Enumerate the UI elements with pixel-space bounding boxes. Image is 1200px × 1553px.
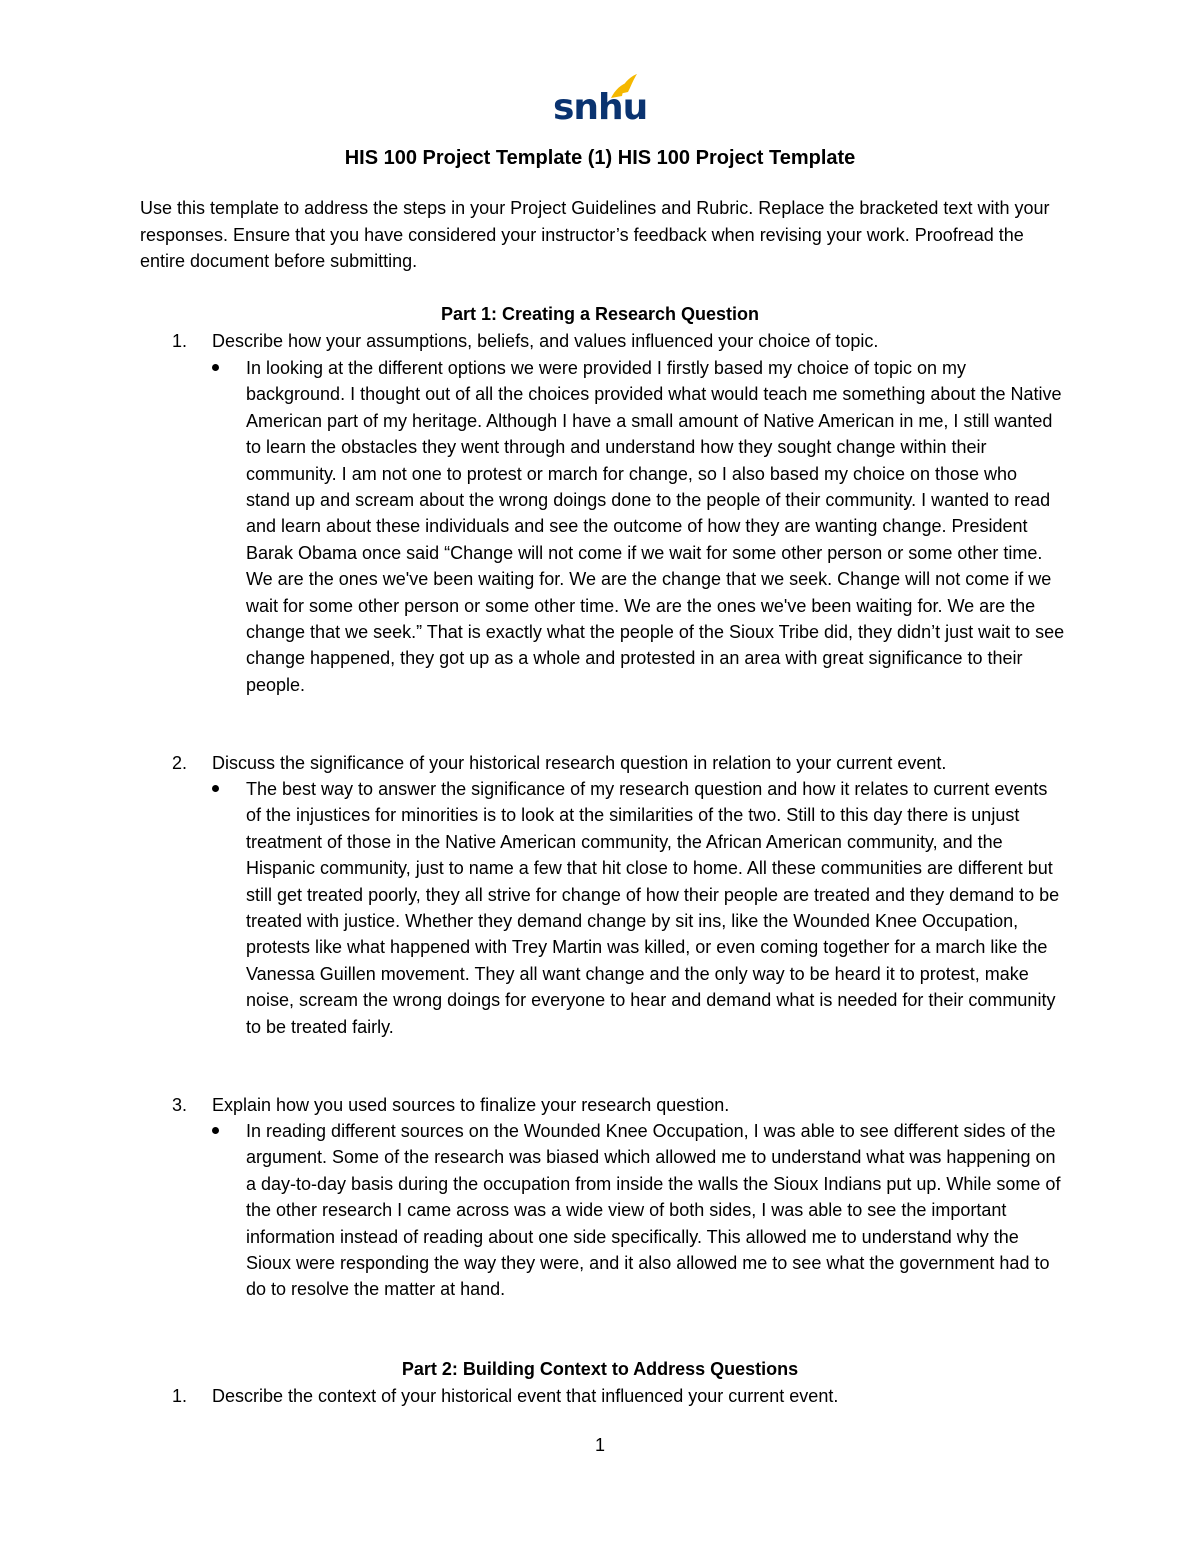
bullet-icon <box>210 776 224 790</box>
question-text: Explain how you used sources to finalize your research question. <box>212 1095 730 1115</box>
part1-answer-2: The best way to answer the significance of my research question and how it relates to current events of the injustices for minorities is to look at the similarities of the two. Still to this day there is unjust treatment of those in the Native American community, the African American community, and the Hispanic community, just to name a few that hit close to home. All these communities are different but still get treated poorly, they all strive for change of how their people are treated and they demand to be treated with justice. Whether they demand change by sit ins, like the Wounded Knee Occupation, protests like what happened with Trey Martin was killed, or even coming together for a march like the Vanessa Guillen movement. They all want change and the only way to be heard it to protest, make noise, scream the wrong doings for everyone to hear and demand what is needed for their community to be treated fairly. <box>246 779 1060 1037</box>
snhu-logo <box>553 72 649 134</box>
part2-heading: Part 2: Building Context to Address Questions <box>401 1359 799 1379</box>
question-text: Describe how your assumptions, beliefs, and values influenced your choice of topic. <box>212 331 879 351</box>
question-number: 1. <box>172 331 188 351</box>
logo-text: snhu <box>553 87 648 128</box>
question-number: 1. <box>172 1386 188 1406</box>
question-text: Describe the context of your historical event that influenced your current event. <box>212 1386 839 1406</box>
intro-paragraph: Use this template to address the steps in your Project Guidelines and Rubric. Replace the bracketed text with your responses. Ensure that you have considered your instructor’s feedback when revising your work. Proofread the entire document before submitting. <box>140 198 1050 271</box>
page-number: 1 <box>594 1435 605 1455</box>
part1-answer-3: In reading different sources on the Wounded Knee Occupation, I was able to see different sides of the argument. Some of the research was biased which allowed me to understand what was happening on a day-to-day basis during the occupation from inside the walls the Sioux Indians put up. While some of the other research I came across was a wide view of both sides, I was able to see the important information instead of reading about one side specifically. This allowed me to understand why the Sioux were responding the way they were, and it also allowed me to see what the government had to do to resolve the matter at hand. <box>246 1121 1061 1300</box>
bullet-icon <box>210 1118 224 1132</box>
part1-heading: Part 1: Creating a Research Question <box>440 304 760 324</box>
document-title: HIS 100 Project Template (1) HIS 100 Project Template <box>344 147 856 169</box>
question-number: 3. <box>172 1095 188 1115</box>
part1-answer-1: In looking at the different options we were provided I firstly based my choice of topic on my background. I thought out of all the choices provided what would teach me something about the Native American part of my heritage. Although I have a small amount of Native American in me, I still wanted to learn the obstacles they went through and understand how they sought change within their community. I am not one to protest or march for change, so I also based my choice on those who stand up and scream about the wrong doings done to the people of their community. I wanted to read and learn about these individuals and see the outcome of how they are wanting change. President Barak Obama once said “Change will not come if we wait for some other person or some other time. We are the ones we've been waiting for. We are the change that we seek. Change will not come if we wait for some other person or some other time. We are the ones we've been waiting for. We are the change that we seek.” That is exactly what the people of the Sioux Tribe did, they didn’t just wait to see change happened, they got up as a whole and protested in an area with great significance to their people. <box>246 358 1065 695</box>
question-number: 2. <box>172 753 188 773</box>
bullet-icon <box>210 355 224 369</box>
question-text: Discuss the significance of your historical research question in relation to your current event. <box>212 753 947 773</box>
